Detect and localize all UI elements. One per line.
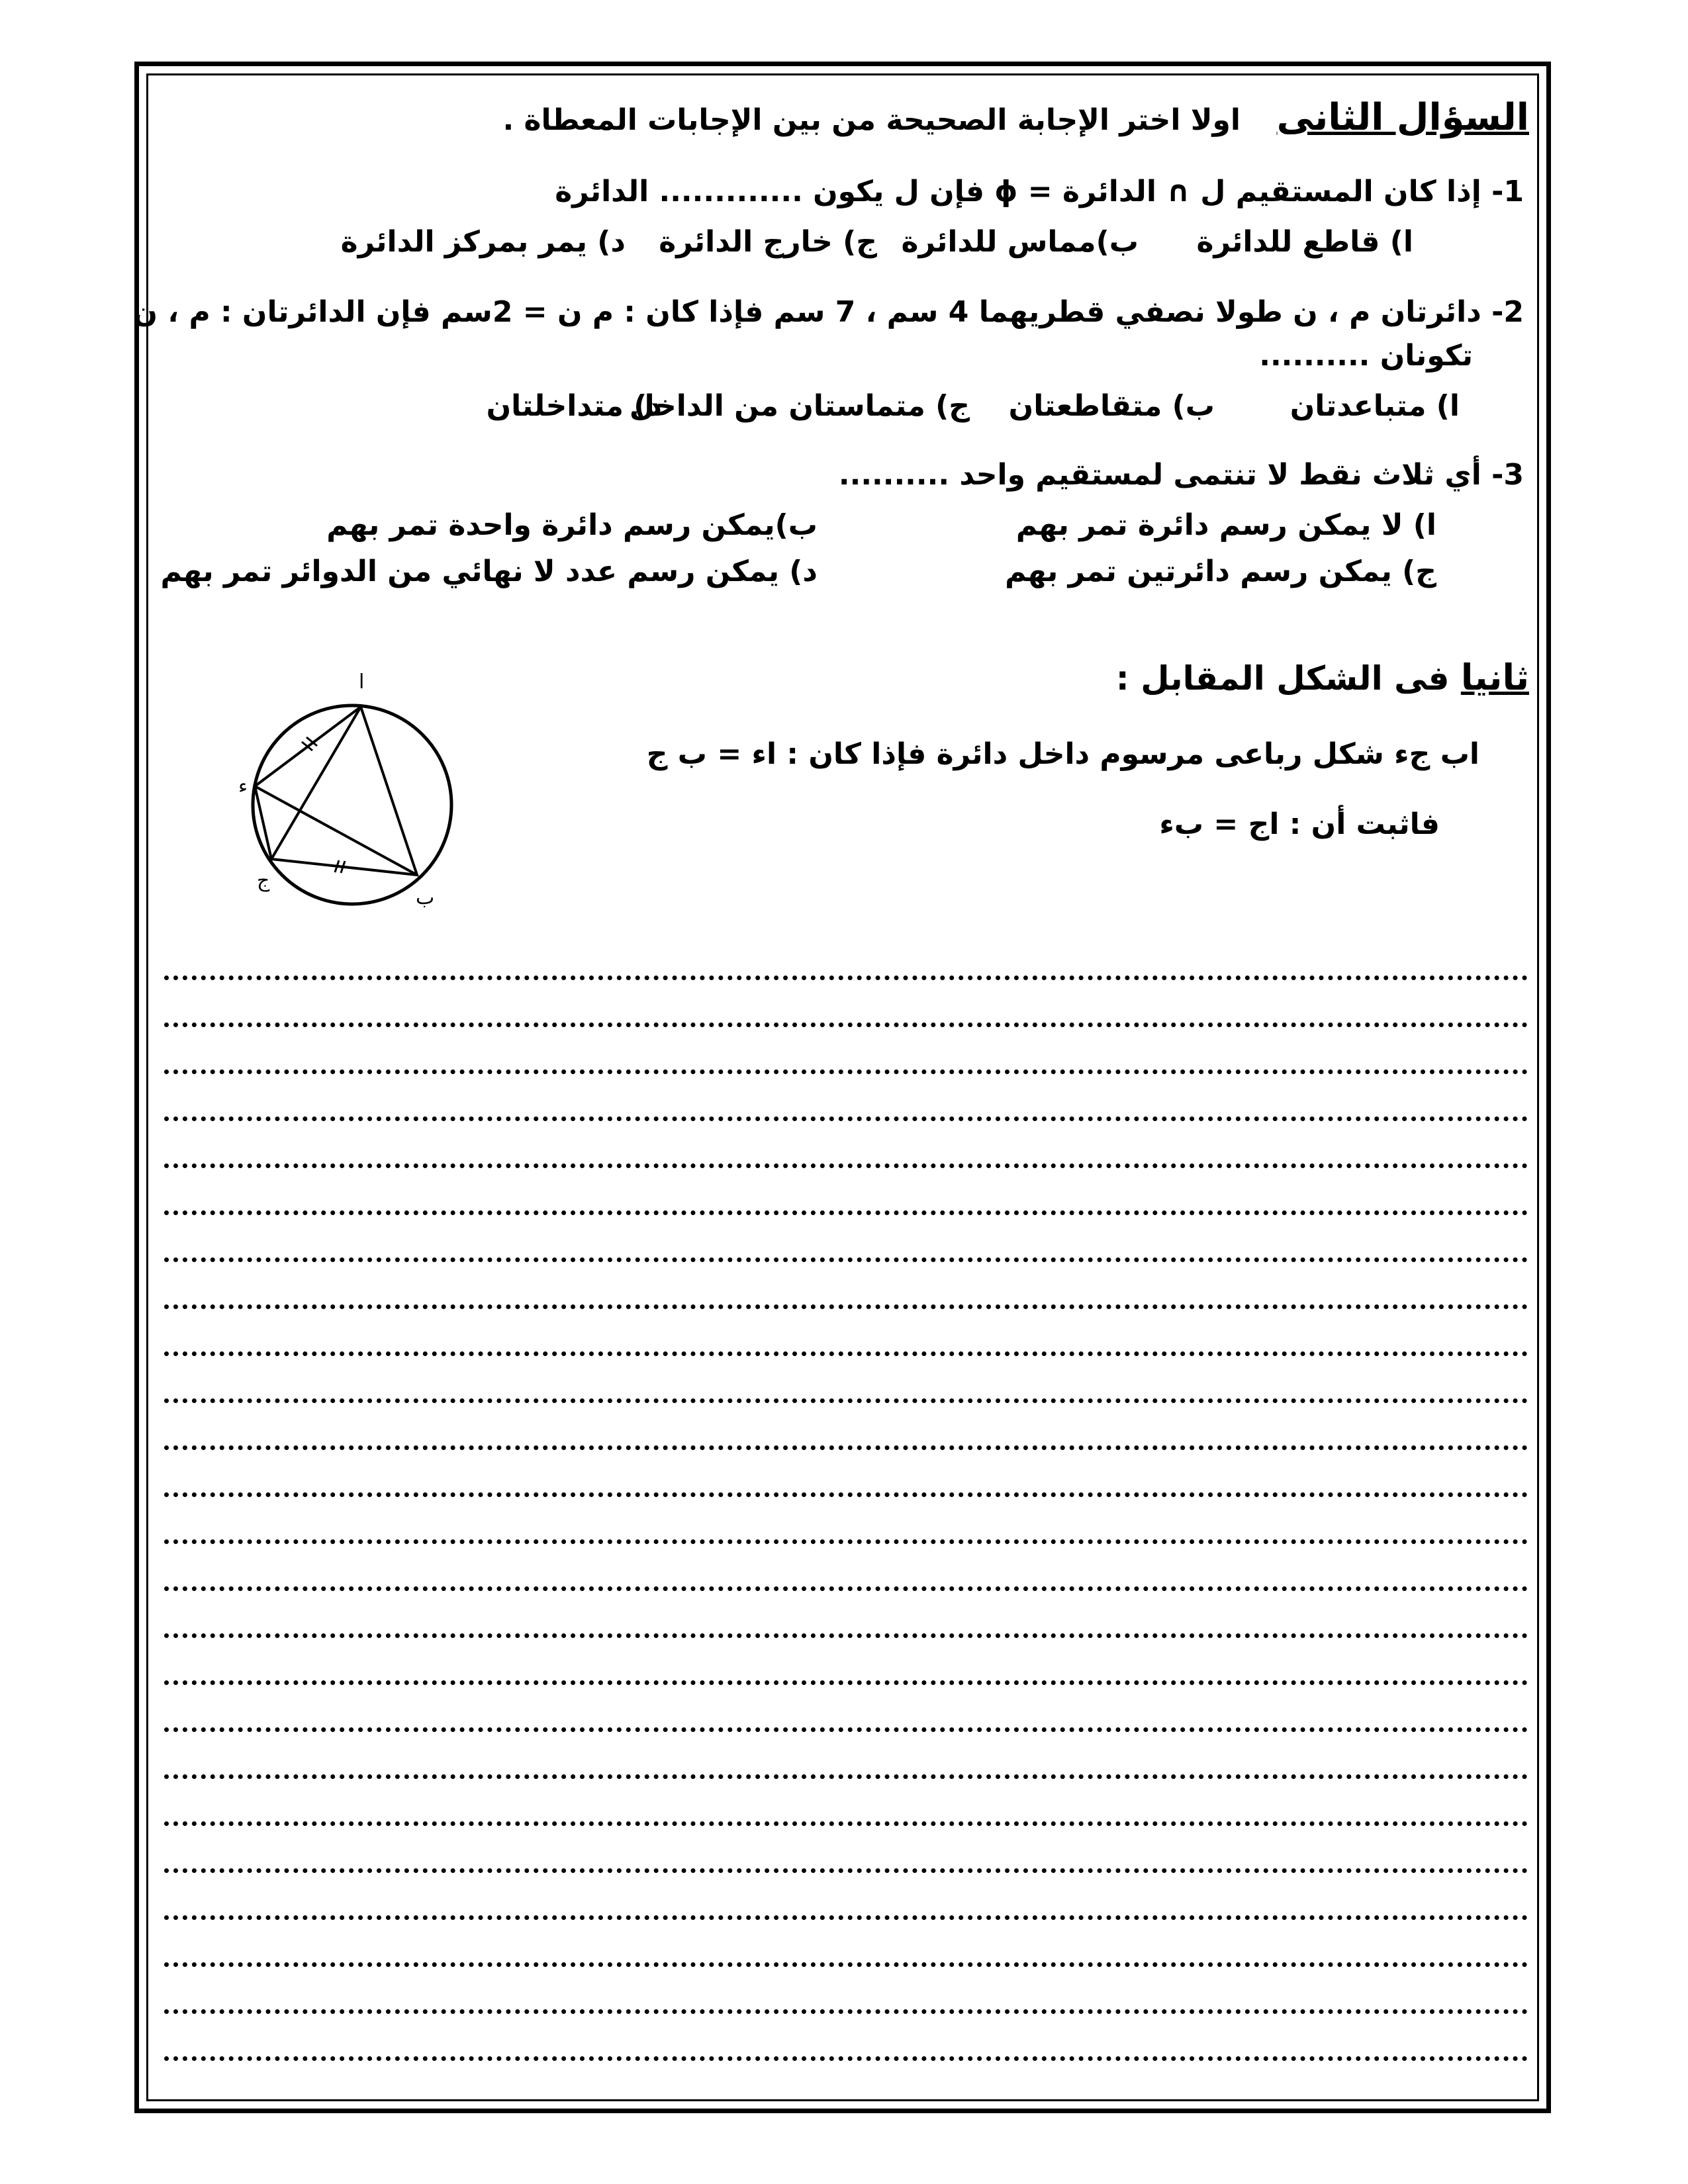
answer-line[interactable] [164,1774,1528,1779]
inscribed-quadrilateral-figure [238,662,477,920]
answer-line[interactable] [164,1727,1528,1732]
answer-line[interactable] [164,1915,1528,1920]
answer-line[interactable] [164,1023,1528,1027]
q1-option-d: د) يمر بمركز الدائرة [340,225,626,259]
answer-line[interactable] [164,1586,1528,1591]
quadrilateral [255,707,417,875]
answer-line[interactable] [164,1445,1528,1450]
label-a: ا [359,670,365,694]
answer-line[interactable] [164,1351,1528,1356]
answer-line[interactable] [164,1821,1528,1826]
label-d: ء [238,775,248,798]
q3-option-a: ا) لا يمكن رسم دائرة تمر بهم [1015,508,1436,542]
answer-line[interactable] [164,1962,1528,1967]
label-c: ج [257,869,270,892]
section-title-line [502,96,1529,139]
q2-option-b: ب) متقاطعتان [1008,389,1215,423]
question-2-stem-cont: تكونان .......... [1259,339,1473,373]
q3-option-b: ب)يمكن رسم دائرة واحدة تمر بهم [326,508,818,542]
q3-option-d: د) يمكن رسم عدد لا نهائي من الدوائر تمر بهم [160,555,818,588]
q2-option-d: د) متداخلتان [486,389,662,423]
question-1-stem: 1- إذا كان المستقيم ل ∩ الدائرة = ϕ فإن ل يكون ............. الدائرة [555,175,1524,208]
part-two-heading-rest: فى الشكل المقابل : [1115,659,1461,698]
question-3-stem: 3- أي ثلاث نقط لا تنتمى لمستقيم واحد .......... [838,458,1524,492]
q3-option-c: ج) يمكن رسم دائرتين تمر بهم [1005,555,1436,588]
q2-option-a: ا) متباعدتان [1289,389,1460,423]
answer-line[interactable] [164,1492,1528,1497]
answer-line[interactable] [164,1868,1528,1873]
section-instruction: اولا اختر الإجابة الصحيحة من بين الإجابات المعطاة . [502,103,1241,137]
answer-line[interactable] [164,1257,1528,1262]
answer-line[interactable] [164,2056,1528,2061]
answer-line[interactable] [164,1069,1528,1074]
part-two-given: اب جء شكل رباعى مرسوم داخل دائرة فإذا كان : اء = ب ج [646,737,1479,771]
part-two-heading [1116,659,1529,699]
answer-line[interactable] [164,1680,1528,1685]
answer-line[interactable] [164,1116,1528,1121]
answer-line[interactable] [164,1398,1528,1403]
section-title: السؤال الثانى [1276,96,1529,139]
page-border-inner [146,73,1539,2101]
answer-line[interactable] [164,2009,1528,2014]
answer-line[interactable] [164,1304,1528,1309]
part-two-heading-underlined: ثانيا [1460,657,1529,698]
q1-option-b: ب)مماس للدائرة [901,225,1139,259]
q1-option-c: ج) خارج الدائرة [659,225,877,259]
answer-line[interactable] [164,1163,1528,1168]
q2-option-c: ج) متماستان من الداخل [629,389,970,423]
answer-line[interactable] [164,1210,1528,1215]
answer-line[interactable] [164,1539,1528,1544]
q1-option-a: ا) قاطع للدائرة [1196,225,1413,259]
answer-line[interactable] [164,1633,1528,1638]
answer-line[interactable] [164,976,1528,980]
question-2-stem: 2- دائرتان م ، ن طولا نصفي قطريهما 4 سم ، 7 سم فإذا كان : م ن = 2سم فإن الدائرتان : م ، ن [132,295,1524,329]
circle [253,705,451,904]
label-b: ب [416,886,435,909]
part-two-prove: فاثبت أن : اج = بء [1159,807,1440,841]
